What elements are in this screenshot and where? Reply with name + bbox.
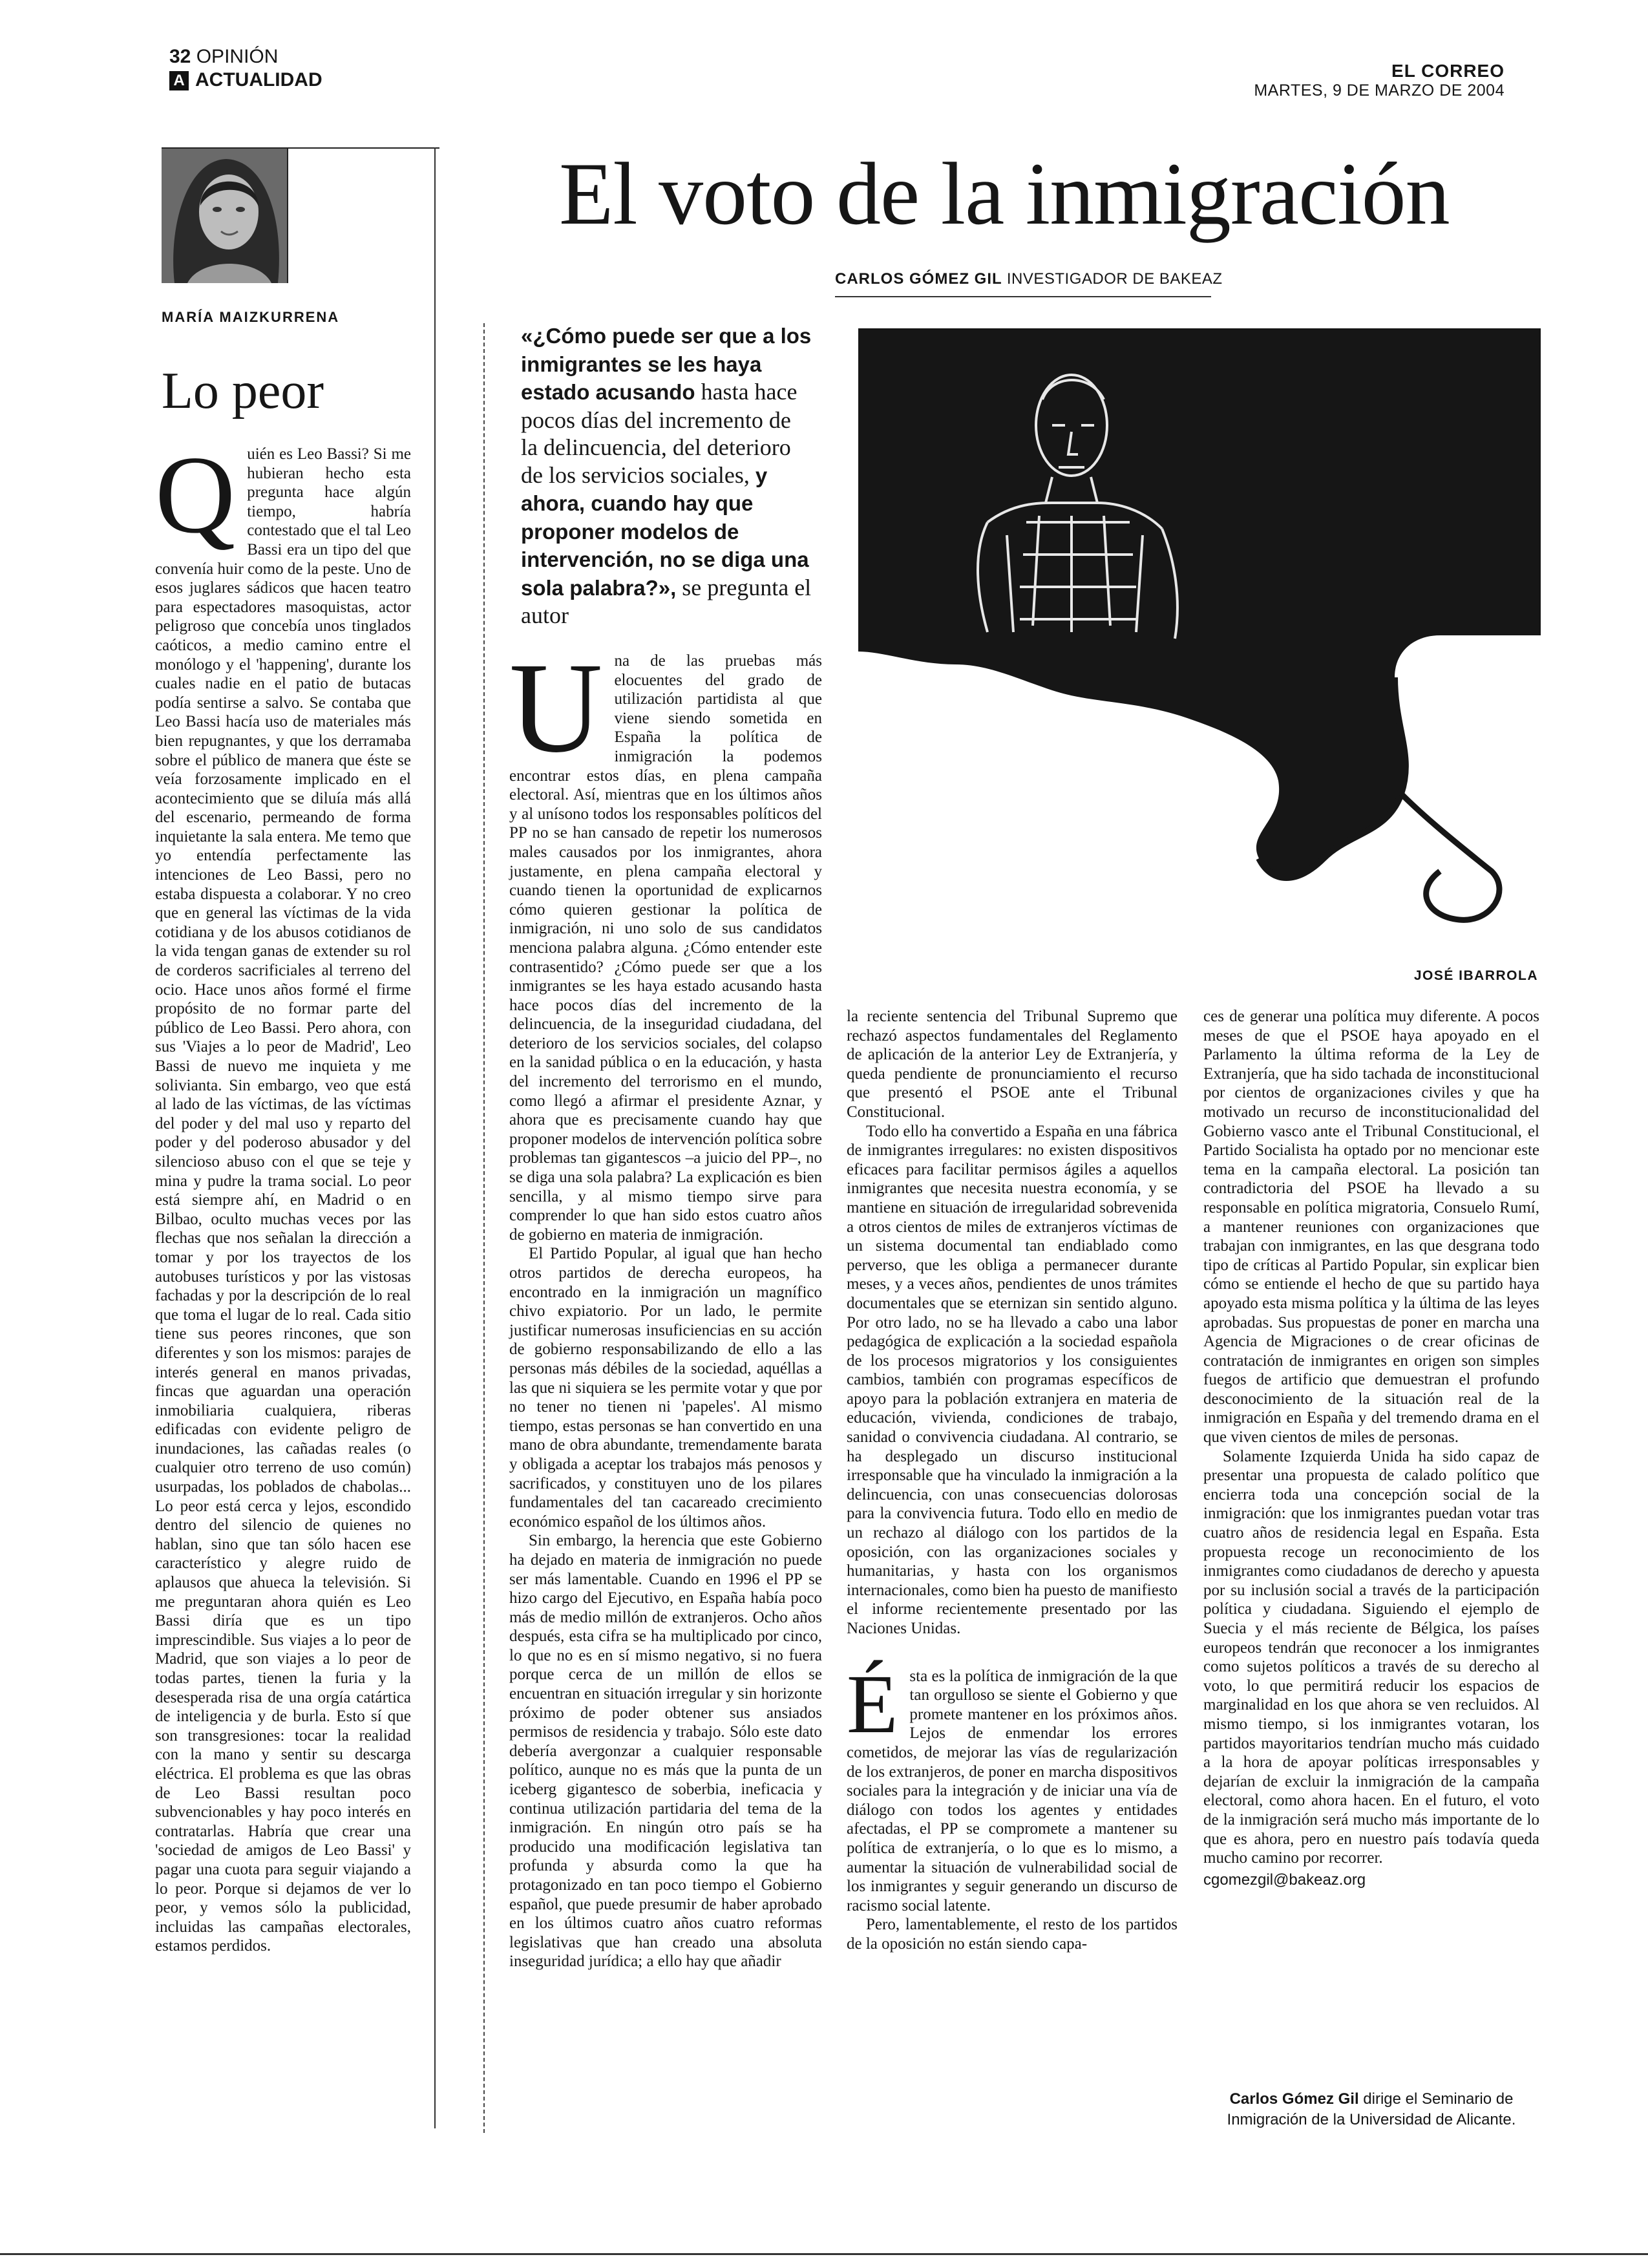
section-logo: A xyxy=(169,71,189,90)
column-paragraph: Quién es Leo Bassi? Si me hubieran hecho esta pregunta hace algún tiempo, habría contestado que el tal Leo Bassi era un tipo del que convenía huir como de la peste. Uno de esos juglares sádicos que hacen teatro para espectadores masoquistas, actor peligroso que concebía unos tinglados caóticos, a medio camino entre el monólogo y el 'happening', durante los cuales nadie en el patio de butacas podía sentirse a salvo. Se contaba que Leo Bassi hacía uso de materiales más bien repugnantes, y que los derramaba sobre el público de manera que éste se veía forzosamente implicado en el acontecimiento que se diluía más allá del escenario, permeando de forma inquietante la sala entera. Me temo que yo entendía perfectamente las intenciones de Leo Bassi, pero no estaba dispuesta a colaborar. Y no creo que en general las víctimas de la vida cotidiana y de los abusos cotidianos de la vida tengan ganas de extender su rol de corderos sacrificiales al terreno del ocio. Hace unos años formé el firme propósito de no formar parte del público de Leo Bassi. Pero ahora, con sus 'Viajes a lo peor de Madrid', Leo Bassi de nuevo me inquieta y me solivianta. Sin embargo, veo que está al lado de las víctimas, de las víctimas del poder y del mal uso y reparto del poder y del poderoso abusador y del silencioso abuso con el que se teje y mina y pudre la trama social. Lo peor está siempre ahí, en Madrid o en Bilbao, oculto muchas veces por las flechas que nos señalan la dirección a tomar y por los trayectos de los autobuses turísticos y por las vistosas fachadas y por la descripción de lo real que toma el lugar de lo real. Cada sitio tiene sus peores rincones, que son diferentes y son los mismos: parajes de interés general en manos privadas, fincas que aguardan una operación inmobiliaria cualquiera, riberas edificadas con evidente peligro de inundaciones, las cañadas reales (o cualquier otro terreno de uso común) usurpadas, los poblados de chabolas... Lo peor está cerca y lejos, escondido dentro del silencio de quienes no hablan, sino que tan sólo hacen ese característico y alegre ruido de aplausos que ahueca la televisión. Si me preguntaran ahora quién es Leo Bassi diría que es un tipo imprescindible. Sus viajes a lo peor de Madrid, que son viajes a lo peor de todas partes, tienen la furia y la desesperada risa de una orgía catártica de inteligencia y de burla. Esto sí que son transgresiones: tocar la realidad con la mano y sentir su descarga eléctrica. El problema es que las obras de Leo Bassi resultan poco subvencionables y hay poco interés en contratarlas. Habría que crear una 'sociedad de amigos de Leo Bassi' y pagar una cuota para seguir viajando a lo peor. Porque si dejamos de ver lo peor, y vemos sólo la publicidad, incluidas las campañas electorales, estamos perdidos. xyxy=(155,434,411,1955)
illustration xyxy=(858,328,1541,929)
byline-rule xyxy=(835,296,1211,297)
byline-role: INVESTIGADOR DE BAKEAZ xyxy=(1006,270,1223,288)
article-dropcap-u: U xyxy=(509,637,603,779)
section-name: OPINIÓN xyxy=(196,46,279,67)
masthead xyxy=(1117,61,1505,100)
pullquote xyxy=(521,322,812,630)
article-paragraph: Ésta es la política de inmigración de la que tan orgulloso se siente el Gobierno y que promete mantener en los próximos años. Lejos de enmendar los errores cometidos, de mejorar las vías de regularización de los extranjeros, de poner en marcha dispositivos sociales para la integración y de iniciar una vía de diálogo con todos los agentes y entidades afectadas, el PP se compromete a mantener su política de extranjería, o lo que es lo mismo, a aumentar la situación de vulnerabilidad social de los inmigrantes y seguir generando un discurso de racismo social latente. xyxy=(847,1657,1178,1914)
illustration-figure-icon xyxy=(858,328,1541,929)
column-divider xyxy=(434,147,436,2128)
article-paragraph: El Partido Popular, al igual que han hecho otros partidos de derecha europeos, ha encontrado en la inmigración un magnífico chivo expiatorio. Por un lado, le permite justificar numerosas insuficiencias en su acción de gobierno responsabilizando de ello a las personas más débiles de la sociedad, aquéllas a las que ni siquiera se les permite votar y que por no tener no tienen ni 'papeles'. Al mismo tiempo, estas personas se han convertido en una mano de obra abundante, tremendamente barata y obligada a aceptar los trabajos más penosos y sacrificados, y constituyen uno de los pilares fundamentales del tan cacareado crecimiento económico español de los últimos años. xyxy=(509,1245,822,1531)
quote-divider xyxy=(483,323,485,2133)
illustration-credit: JOSÉ IBARROLA xyxy=(1413,968,1538,983)
pullquote-regular-2: se pregunta el autor xyxy=(521,574,812,628)
bio-text: dirige el Seminario de Inmigración de la Universidad de Alicante. xyxy=(1227,2090,1516,2128)
author-bio xyxy=(1203,2089,1539,2130)
subsection-name: ACTUALIDAD xyxy=(195,69,322,90)
article-paragraph: Una de las pruebas más elocuentes del grado de utilización partidista al que viene siendo sometida en España la política de inmigración la podemos encontrar estos días, en plena campaña electoral. Así, mientras que en los últimos años y al unísono todos los responsables políticos del PP no se han cansado de repetir los numerosos males causados por los inmigrantes, ahora justamente, en plena campaña electoral y cuando tienen la oportunidad de explicarnos cómo quieren gestionar la política de inmigración, ni uno solo de sus candidatos menciona palabra alguna. ¿Cómo entender este contrasentido? ¿Cómo puede ser que a los inmigrantes se les haya estado acusando hasta hace pocos días del incremento de la delincuencia, de la inseguridad ciudadana, del deterioro de los servicios sociales, del colapso en la sanidad pública o en la educación, y hasta del incremento del terrorismo en el mundo, como llegó a afirmar el presidente Aznar, y ahora que es precisamente cuando hay que proponer modelos de intervención política sobre problemas tan gigantescos –a juicio del PP–, no se diga una sola palabra? La explicación es bien sencilla, y al mismo tiempo sirve para comprender lo que han sido estos cuatro años de gobierno en materia de inmigración. xyxy=(509,637,822,1244)
article-paragraph: Sin embargo, la herencia que este Gobierno ha dejado en materia de inmigración no puede ser más lamentable. Cuando en 1996 el PP se hizo cargo del Ejecutivo, en España había poco más de medio millón de extranjeros. Ocho años después, esta cifra se ha multiplicado por cinco, lo que no es en sí mismo negativo, si no fuera porque cerca de un millón de ellos se encuentran en situación irregular y sin horizonte próximo de poder obtener sus ansiados permisos de residencia y trabajo. Sólo este dato debería avergonzar a cualquier responsable político, aunque no es más que la punta de un iceberg gigantesco de soberbia, ineficacia y continua utilización partidaria del tema de la inmigración. En ningún otro país se ha producido una modificación legislativa tan profunda y absurda como la que ha protagonizado en tan poco tiempo el Gobierno español, que puede presumir de haber aprobado en los últimos cuatro años cuatro reformas legislativas que han creado una absoluta inseguridad jurídica; a ello hay que añadir xyxy=(509,1532,822,1971)
section-header xyxy=(169,45,322,92)
byline xyxy=(835,270,1223,288)
issue-date: MARTES, 9 DE MARZO DE 2004 xyxy=(1254,81,1505,100)
column-title: Lo peor xyxy=(162,363,324,419)
article-dropcap-e: É xyxy=(847,1657,898,1751)
column-top-rule xyxy=(162,147,439,149)
article-column-1 xyxy=(509,637,822,1971)
column-author: MARÍA MAIZKURRENA xyxy=(162,309,340,325)
article-paragraph: la reciente sentencia del Tribunal Supremo que rechazó aspectos fundamentales del Reglamento de aplicación de la anterior Ley de Extranjería, y queda pendiente de pronunciamiento el recurso que presentó el PSOE ante el Tribunal Constitucional. xyxy=(847,1008,1178,1121)
author-email[interactable]: cgomezgil@bakeaz.org xyxy=(1203,1871,1366,1889)
article-column-3 xyxy=(1203,1007,1539,1889)
byline-author: CARLOS GÓMEZ GIL xyxy=(835,270,1002,288)
article-column-2 xyxy=(847,1007,1178,1954)
pullquote-bold-1: «¿Cómo puede ser que a los inmigrantes se les haya estado acusando xyxy=(521,324,812,404)
headline: El voto de la inmigración xyxy=(559,144,1450,243)
column-dropcap: Q xyxy=(155,434,236,556)
article-paragraph: ces de generar una política muy diferente. A pocos meses de que el PSOE haya apoyado en el Parlamento la última reforma de la Ley de Extranjería, que ha sido tachada de inconstitucional por cientos de organizaciones civiles y que ha motivado un recurso de inconstitucionalidad del Gobierno vasco ante el Tribunal Constitucional, el Partido Socialista ha optado por no mencionar este tema en la campaña electoral. La posición tan contradictoria del PSOE ha llevado a su responsable en política migratoria, Consuelo Rumí, a mantener reuniones con organizaciones que trabajan con inmigrantes, en las que desgrana todo tipo de críticas al Partido Popular, sin explicar bien cómo se entiende el hecho de que su partido haya apoyado esta misma política y la última de las leyes aprobadas. Sus propuestas de poner en marcha una Agencia de Migraciones o de crear oficinas de contratación de inmigrantes en origen son simples fuegos de artificio que demuestran el profundo desconocimiento de la situación real de la inmigración en España y del tremendo drama en el que viven cientos de miles de personas. xyxy=(1203,1008,1539,1447)
pullquote-regular-1: hasta hace pocos días del incremento de la delincuencia, del deterioro de los servicios sociales, xyxy=(521,379,798,488)
article-paragraph: Todo ello ha convertido a España en una fábrica de inmigrantes irregulares: no existen dispositivos eficaces para facilitar permisos ágiles a aquellos inmigrantes que necesita nuestra economía, y se mantiene en situación de irregularidad sobrevenida a otros cientos de miles de extranjeros víctimas de un sistema documental tan endiablado como perverso, que les obliga a permanecer durante meses, y a veces años, pendientes de unos trámites documentales que se eternizan sin sentido alguno. Por otro lado, no se ha llevado a cabo una labor pedagógica de explicación a la sociedad española de los procesos migratorios y los consiguientes cambios, también con programas específicos de apoyo para la población extranjera en materia de educación, vivienda, condiciones de trabajo, sanidad o convivencia ciudadana. Al contrario, se ha desplegado un discurso institucional irresponsable que ha vinculado la inmigración a la delincuencia, con unas consecuencias dolorosas para la convivencia futura. Todo ello en medio de un rechazo al diálogo con los partidos de la oposición, con las organizaciones sociales y humanitarias, y hasta con los organismos internacionales, como bien ha puesto de manifiesto el informe recientemente presentado por las Naciones Unidas. xyxy=(847,1122,1178,1637)
article-paragraph: Pero, lamentablemente, el resto de los partidos de la oposición no están siendo capa- xyxy=(847,1916,1178,1953)
column-body xyxy=(155,434,411,1956)
paper-name: EL CORREO xyxy=(1391,61,1505,81)
page-number: 32 xyxy=(169,46,191,67)
author-portrait-icon xyxy=(162,147,287,283)
bio-name: Carlos Gómez Gil xyxy=(1229,2090,1359,2108)
photo-border xyxy=(287,147,288,283)
pullquote-bold-2: y ahora, cuando hay que proponer modelos de intervención, no se diga una sola palabra?», xyxy=(521,463,809,600)
page-bottom-edge xyxy=(0,2253,1648,2255)
author-photo xyxy=(162,147,287,283)
article-paragraph: Solamente Izquierda Unida ha sido capaz de presentar una propuesta de calado político que encierra toda una concepción social de la inmigración: que los inmigrantes puedan votar tras cuatro años de residencia legal en España. Esta propuesta recoge un reconocimiento de los inmigrantes como ciudadanos de derecho y apuesta por su inclusión social a través de la participación política y ciudadana. Siguiendo el ejemplo de Suecia y el más reciente de Bélgica, los países europeos tendrán que reconocer a los inmigrantes como sujetos políticos a través de su derecho al voto, lo que permitirá reducir los espacios de marginalidad en los que ahora se ven recluidos. Al mismo tiempo, si los inmigrantes votaran, los partidos mayoritarios tendrían mucho más cuidado a la hora de apoyar políticas irresponsables y dejarían de excluir la inmigración de la campaña electoral, como ahora hacen. En el futuro, el voto de la inmigración será mucho más importante de lo que es ahora, pero en nuestro país todavía queda mucho camino por recorrer. xyxy=(1203,1447,1539,1867)
